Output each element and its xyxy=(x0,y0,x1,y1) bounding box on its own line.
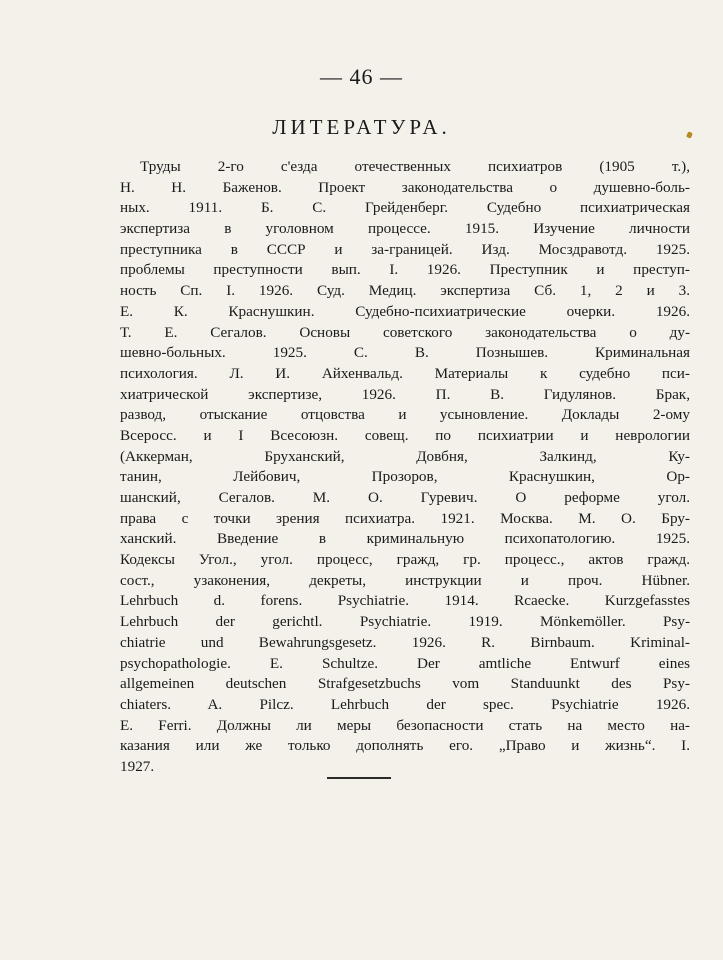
text-line: сост., узаконения, декреты, инструкции и проч. Hübner. xyxy=(120,571,690,589)
text-line: экспертиза в уголовном процессе. 1915. Изучение личности xyxy=(120,220,690,238)
text-line: шевно-больных. 1925. С. В. Познышев. Криминальная xyxy=(120,344,690,362)
text-line: психология. Л. И. Айхенвальд. Материалы к судебно пси- xyxy=(120,364,690,382)
end-rule-divider xyxy=(327,777,391,779)
text-line: права с точки зрения психиатра. 1921. Москва. М. О. Бру- xyxy=(120,509,690,527)
text-line: Т. Е. Сегалов. Основы советского законодательства о ду- xyxy=(120,323,690,341)
text-line: Труды 2-го с'езда отечественных психиатров (1905 т.), xyxy=(140,158,690,175)
text-line: psychopathologie. E. Schultze. Der amtliche Entwurf eines xyxy=(120,654,690,672)
text-line: Всеросс. и I Всесоюзн. совещ. по психиатрии и неврологии xyxy=(120,426,690,444)
text-line: преступника в СССР и за-границей. Изд. Мосздравотд. 1925. xyxy=(120,240,690,258)
text-line: казания или же только дополнять его. „Право и жизнь“. I. xyxy=(120,737,690,755)
bibliography-paragraph xyxy=(120,157,690,778)
text-line: allgemeinen deutschen Strafgesetzbuchs vom Standuunkt des Psy- xyxy=(120,675,690,693)
section-heading: ЛИТЕРАТУРА. xyxy=(272,115,451,139)
text-line: Кодексы Угол., угол. процесс, гражд, гр. процесс., актов гражд. xyxy=(120,551,690,569)
text-line: Lehrbuch der gerichtl. Psychiatrie. 1919. Mönkemöller. Psy- xyxy=(120,613,690,631)
text-line: E. Ferri. Должны ли меры безопасности стать на место на- xyxy=(120,716,690,734)
text-line: 1927. xyxy=(120,757,155,775)
text-line: проблемы преступности вып. I. 1926. Преступник и преступ- xyxy=(120,261,690,279)
text-line: Е. К. Краснушкин. Судебно-психиатрические очерки. 1926. xyxy=(120,302,690,320)
text-line: шанский, Сегалов. М. О. Гуревич. О реформе угол. xyxy=(120,489,690,506)
text-line: танин, Лейбович, Прозоров, Краснушкин, Ор- xyxy=(120,468,690,486)
page-number: — 46 — xyxy=(320,64,403,89)
text-line: развод, отыскание отцовства и усыновление. Доклады 2-ому xyxy=(120,406,690,424)
text-line: ханский. Введение в криминальную психопатологию. 1925. xyxy=(120,530,690,548)
text-line: chiatrie und Bewahrungsgesetz. 1926. R. Birnbaum. Kriminal- xyxy=(120,633,690,651)
text-line: (Аккерман, Бруханский, Довбня, Залкинд, Ку- xyxy=(120,447,690,465)
text-line: chiaters. A. Pilcz. Lehrbuch der spec. Psychiatrie 1926. xyxy=(120,695,690,713)
text-line: ных. 1911. Б. С. Грейденберг. Судебно психиатрическая xyxy=(120,199,690,217)
text-line: Н. Н. Баженов. Проект законодательства о душевно-боль- xyxy=(120,178,690,196)
text-line: хиатрической экспертизе, 1926. П. В. Гидулянов. Брак, xyxy=(120,385,690,403)
text-line: ность Сп. I. 1926. Суд. Медиц. экспертиза Сб. 1, 2 и 3. xyxy=(120,282,690,300)
text-line: Lehrbuch d. forens. Psychiatrie. 1914. Rcaecke. Kurzgefasstes xyxy=(120,592,690,610)
